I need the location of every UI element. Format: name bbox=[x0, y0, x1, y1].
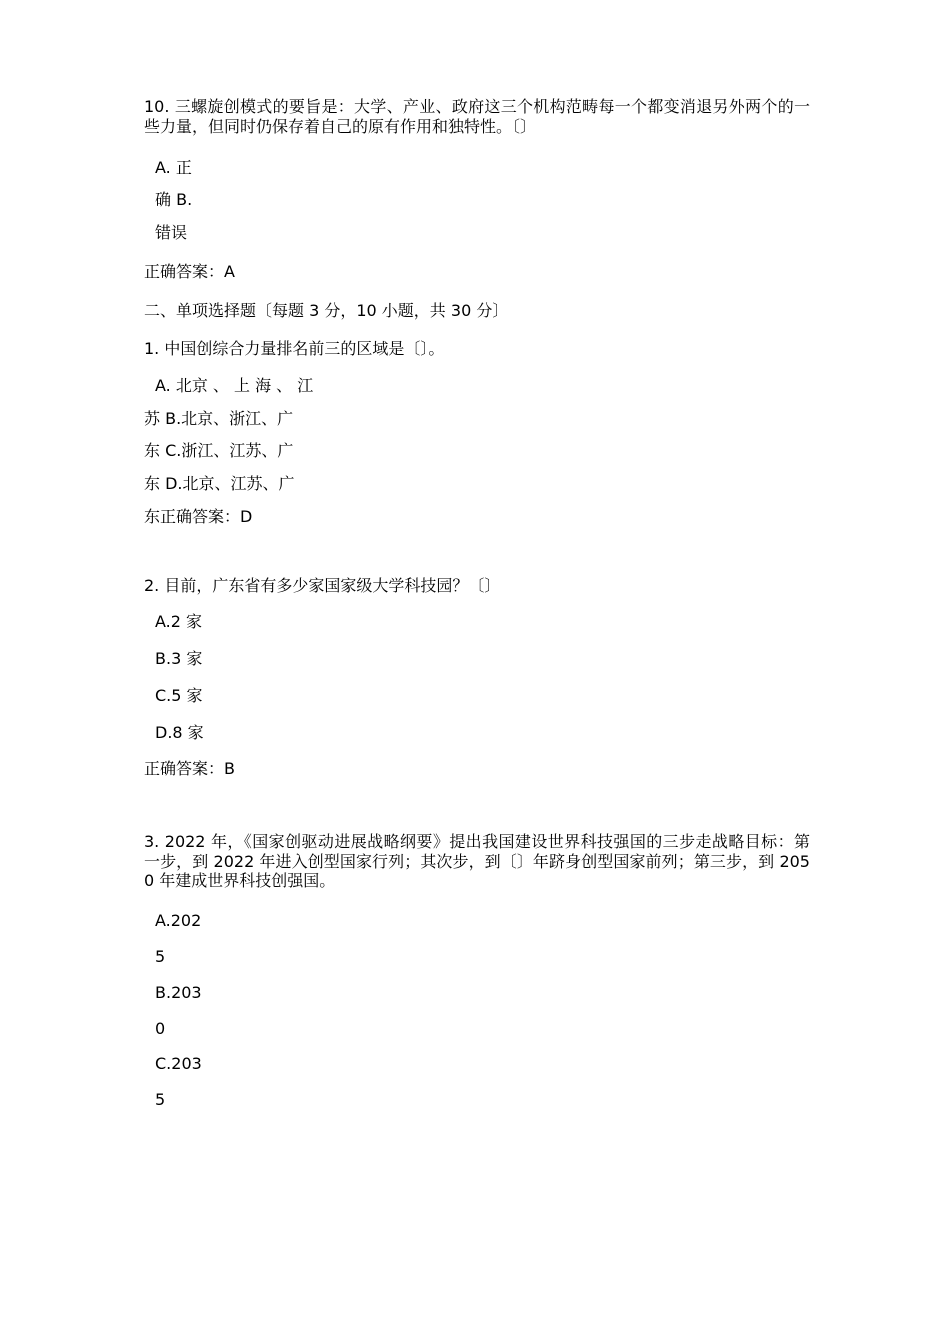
question-1-stem: 1. 中国创综合力量排名前三的区域是〔〕。 bbox=[144, 339, 445, 358]
question-2-stem: 2. 目前，广东省有多少家国家级大学科技园？〔〕 bbox=[144, 576, 501, 595]
question-2-option: B.3 家 bbox=[155, 649, 203, 668]
question-1-option-line: 东 C.浙江、江苏、广 bbox=[144, 441, 294, 460]
question-10-stem: 10. 三螺旋创模式的要旨是：大学、产业、政府这三个机构范畴每一个都变消退另外两个的一些力量，但同时仍保存着自己的原有作用和独特性。〔〕 bbox=[144, 97, 810, 136]
question-10-option-line: 确 B. bbox=[155, 190, 193, 209]
question-2-option: A.2 家 bbox=[155, 612, 203, 631]
question-1-option-line: 东正确答案：D bbox=[144, 507, 253, 526]
question-2-option: C.5 家 bbox=[155, 686, 203, 705]
question-1-option-line: A. 北京 、 上 海 、 江 bbox=[155, 376, 314, 395]
question-3-option-line: B.203 bbox=[155, 983, 202, 1002]
question-2-answer: 正确答案：B bbox=[144, 759, 235, 778]
question-3-option-line: 5 bbox=[155, 1090, 166, 1109]
section-heading: 二、单项选择题〔每题 3 分，10 小题，共 30 分〕 bbox=[144, 301, 509, 320]
question-3-option-line: 0 bbox=[155, 1019, 166, 1038]
question-10-answer: 正确答案：A bbox=[144, 262, 235, 281]
question-2-option: D.8 家 bbox=[155, 723, 204, 742]
question-10-option-line: 错误 bbox=[155, 223, 188, 242]
question-10-option-line: A. 正 bbox=[155, 158, 192, 177]
question-1-option-line: 东 D.北京、江苏、广 bbox=[144, 474, 295, 493]
question-1-option-line: 苏 B.北京、浙江、广 bbox=[144, 409, 294, 428]
question-3-option-line: C.203 bbox=[155, 1054, 202, 1073]
question-3-option-line: A.202 bbox=[155, 911, 202, 930]
question-3-stem: 3. 2022 年，《国家创驱动进展战略纲要》提出我国建设世界科技强国的三步走战略目标：第一步，到 2022 年进入创型国家行列；其次步，到〔〕年跻身创型国家前列；第三步，到 2050 年建成世界科技创强国。 bbox=[144, 832, 810, 891]
question-3-option-line: 5 bbox=[155, 947, 166, 966]
